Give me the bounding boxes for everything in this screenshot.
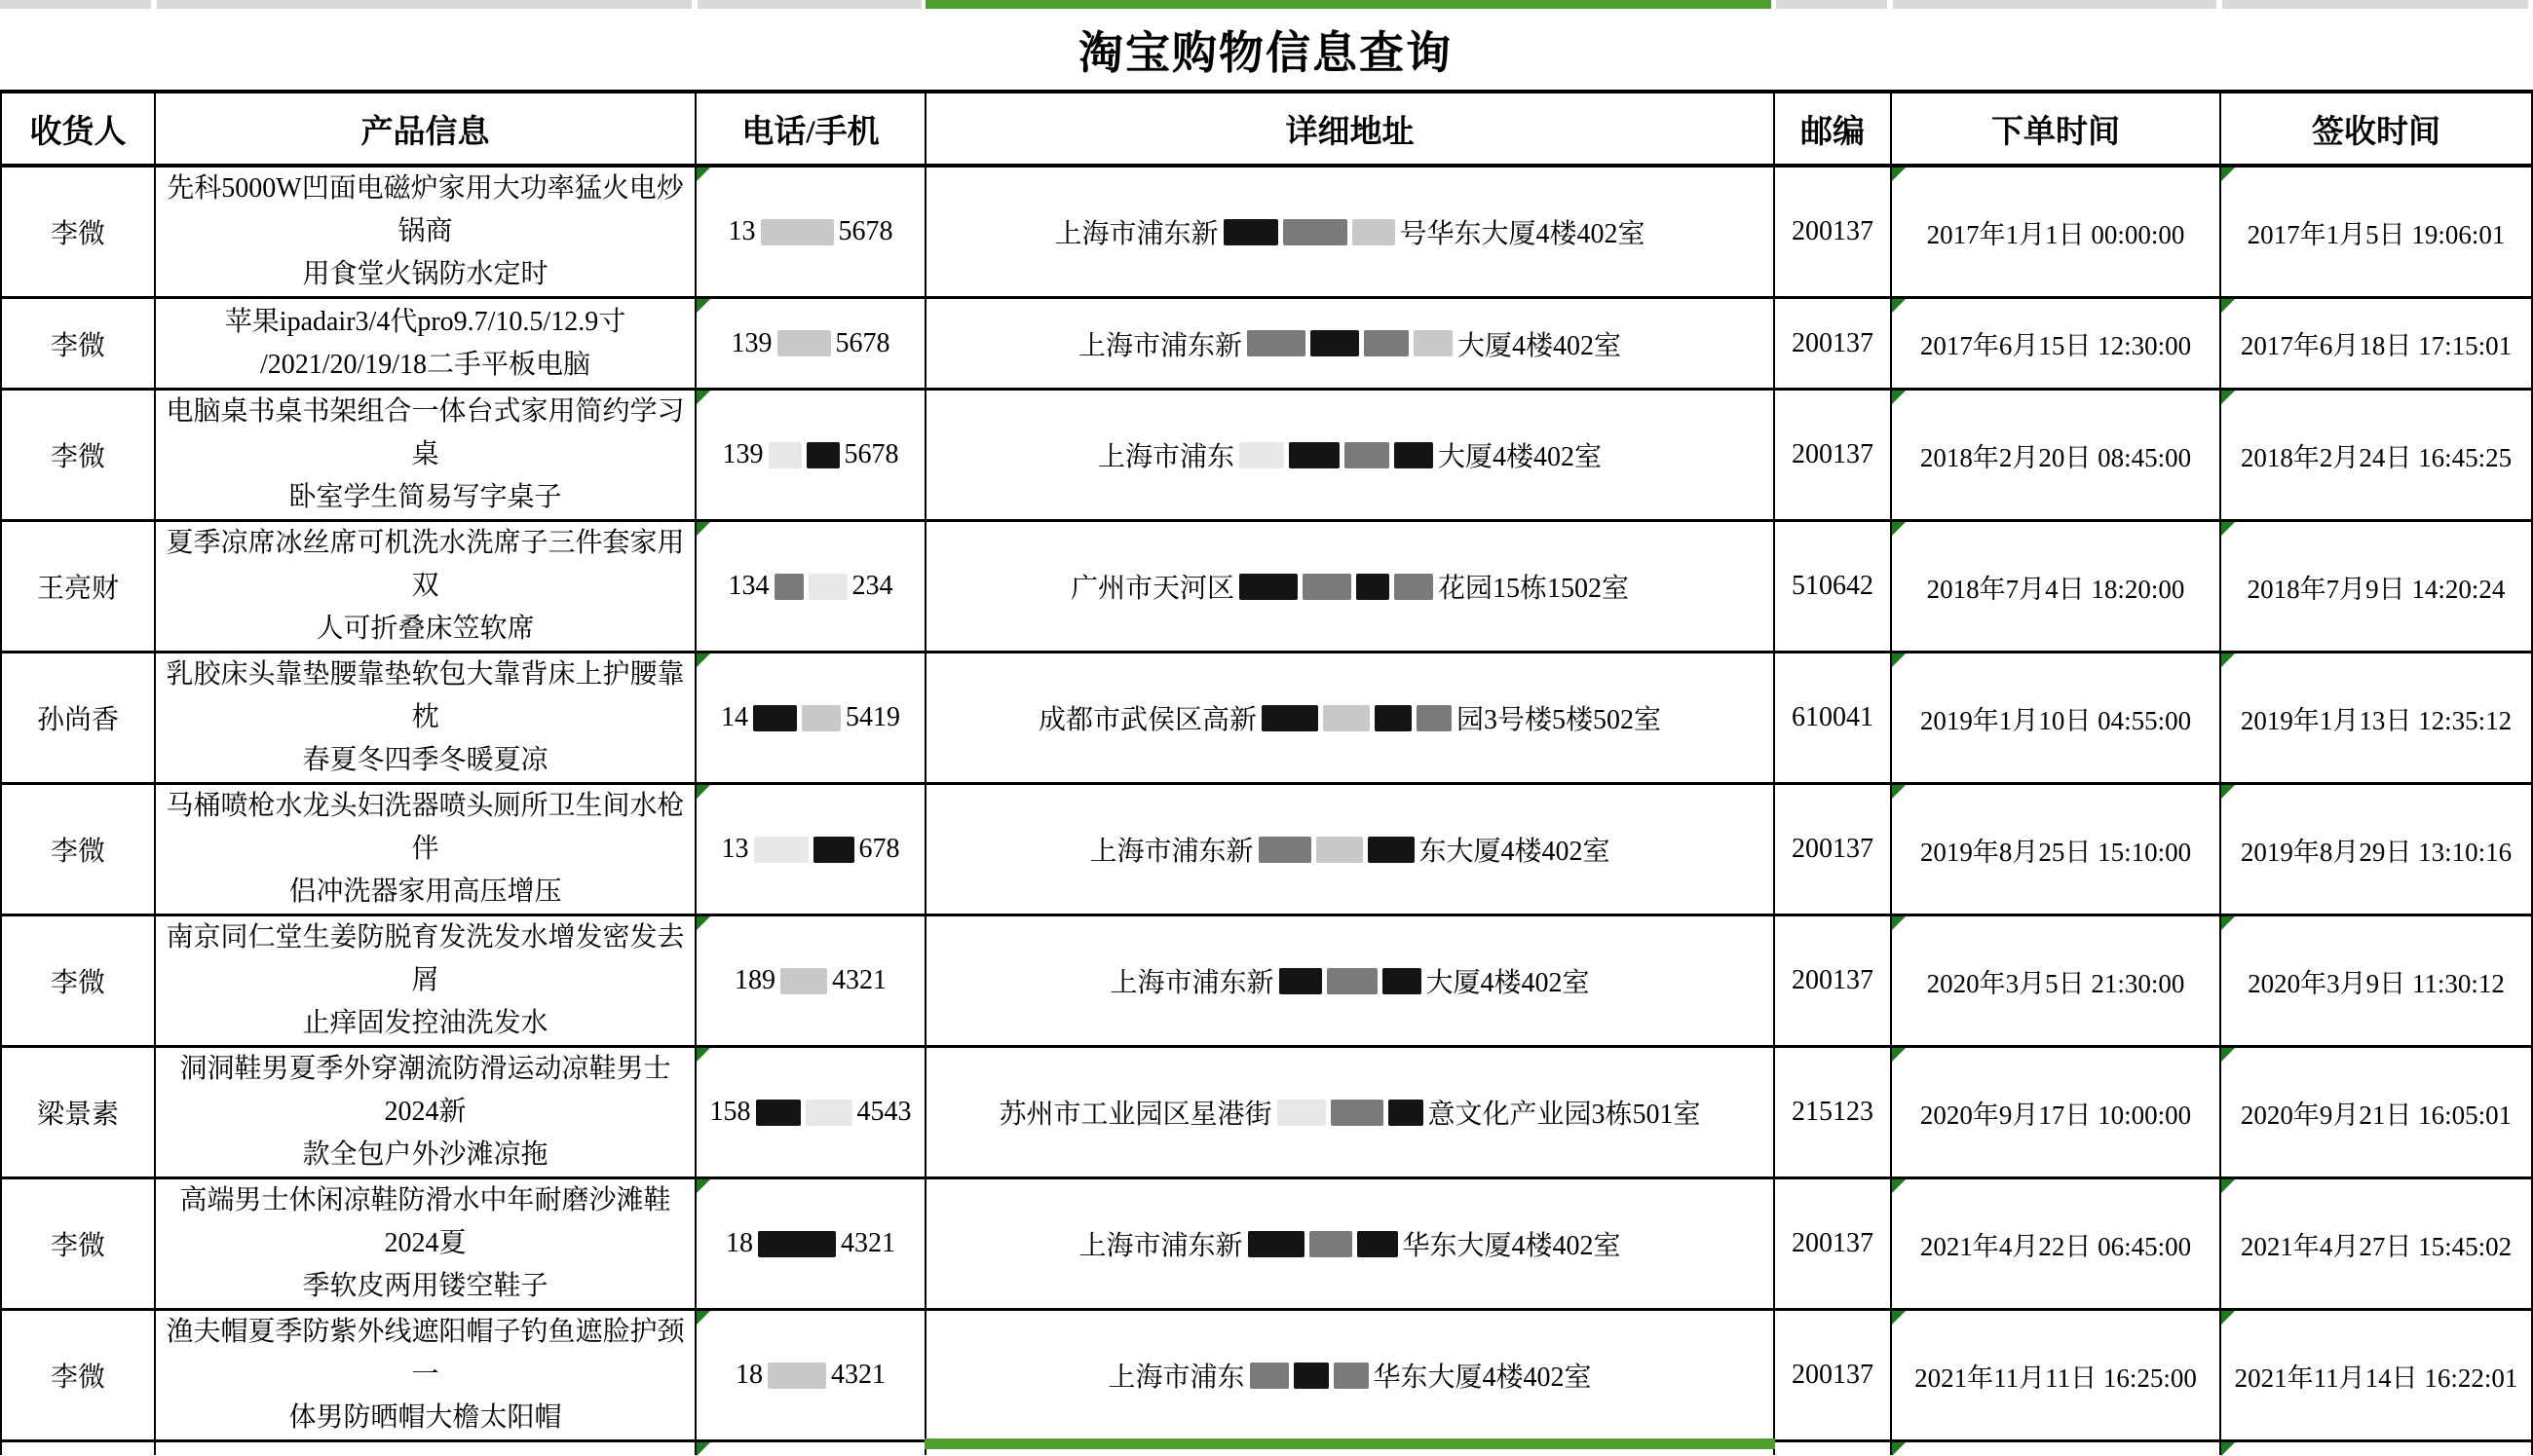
cell-recipient[interactable]: 李微: [1, 1310, 155, 1441]
redaction-blur: [1309, 1231, 1352, 1257]
cell-phone[interactable]: 134 234: [696, 521, 926, 653]
error-indicator-triangle: [2221, 916, 2235, 930]
strip-cell: [0, 0, 151, 9]
cell-product[interactable]: 夏季凉席冰丝席可机洗水洗席子三件套家用双 人可折叠床笠软席: [155, 521, 696, 653]
cell-phone[interactable]: 14 5419: [696, 653, 926, 784]
redaction-blur: [1364, 330, 1409, 356]
table-row: [1, 1310, 2532, 1441]
error-indicator-triangle: [1892, 1311, 1906, 1325]
table-row: [1, 915, 2532, 1047]
col-header-product[interactable]: 产品信息: [155, 92, 696, 166]
cell-recipient[interactable]: 李微: [1, 784, 155, 915]
error-indicator-triangle: [2221, 168, 2235, 181]
error-indicator-triangle: [2221, 522, 2235, 536]
redaction-blur: [813, 837, 854, 863]
strip-cell-selected-green: [926, 0, 1771, 9]
orders-table: [0, 90, 2533, 1455]
redaction-blur: [1250, 1363, 1289, 1389]
redaction-blur: [1316, 837, 1363, 863]
cell-order-time[interactable]: 2017年1月1日 00:00:00: [1891, 166, 2220, 298]
cell-recipient[interactable]: 王亮财: [1, 521, 155, 653]
cell-order-time[interactable]: 2019年8月25日 15:10:00: [1891, 784, 2220, 915]
redaction-blur: [1357, 1231, 1398, 1257]
redaction-blur: [1323, 705, 1370, 731]
error-indicator-triangle: [1892, 1179, 1906, 1193]
cell-postal[interactable]: 200137: [1774, 298, 1891, 390]
cell-recipient[interactable]: 李微: [1, 915, 155, 1047]
redaction-blur: [1382, 968, 1421, 994]
cell-recipient[interactable]: 李微: [1, 298, 155, 390]
cell-phone[interactable]: 139 5678: [696, 298, 926, 390]
cell-postal[interactable]: 200137: [1774, 390, 1891, 521]
cell-sign-time[interactable]: 2020年9月21日 16:05:01: [2220, 1047, 2532, 1178]
error-indicator-triangle: [1892, 168, 1906, 181]
page-title: 淘宝购物信息查询: [1078, 27, 1453, 78]
error-indicator-triangle: [2221, 1048, 2235, 1062]
cell-address[interactable]: [926, 1441, 1774, 1456]
table-row: [1, 521, 2532, 653]
cell-order-time[interactable]: 2020年3月5日 21:30:00: [1891, 915, 2220, 1047]
cell-address[interactable]: 上海市浦东 华东大厦4楼402室: [926, 1310, 1774, 1441]
strip-cell: [157, 0, 692, 9]
redaction-blur: [775, 574, 804, 600]
redaction-blur: [777, 330, 831, 356]
col-header-address[interactable]: 详细地址: [926, 92, 1774, 166]
redaction-blur: [1331, 1100, 1383, 1126]
redaction-blur: [1394, 442, 1433, 468]
col-header-postal[interactable]: 邮编: [1774, 92, 1891, 166]
cell-postal[interactable]: 200137: [1774, 166, 1891, 298]
cell-product[interactable]: 马桶喷枪水龙头妇洗器喷头厕所卫生间水枪伴 侣冲洗器家用高压增压: [155, 784, 696, 915]
error-indicator-triangle: [2221, 1442, 2235, 1456]
cell-order-time[interactable]: 2018年2月20日 08:45:00: [1891, 390, 2220, 521]
error-indicator-triangle: [697, 1311, 710, 1325]
cell-product[interactable]: [155, 1441, 696, 1456]
cell-phone[interactable]: [696, 1441, 926, 1456]
redaction-blur: [809, 574, 848, 600]
table-row: [1, 653, 2532, 784]
cell-product[interactable]: 乳胶床头靠垫腰靠垫软包大靠背床上护腰靠枕 春夏冬四季冬暖夏凉: [155, 653, 696, 784]
cell-postal[interactable]: 510642: [1774, 521, 1891, 653]
error-indicator-triangle: [697, 916, 710, 930]
cell-address[interactable]: 上海市浦东新 大厦4楼402室: [926, 915, 1774, 1047]
table-row: [1, 1178, 2532, 1310]
cell-recipient[interactable]: 李微: [1, 390, 155, 521]
redaction-blur: [1277, 1100, 1326, 1126]
redaction-blur: [1283, 219, 1347, 245]
cell-sign-time[interactable]: 2018年7月9日 14:20:24: [2220, 521, 2532, 653]
cell-sign-time[interactable]: 2017年6月18日 17:15:01: [2220, 298, 2532, 390]
redaction-blur: [1417, 705, 1452, 731]
cell-postal[interactable]: 200137: [1774, 915, 1891, 1047]
cell-product[interactable]: 先科5000W凹面电磁炉家用大功率猛火电炒锅商 用食堂火锅防水定时: [155, 166, 696, 298]
error-indicator-triangle: [697, 1442, 710, 1456]
cell-sign-time[interactable]: 2021年11月14日 16:22:01: [2220, 1310, 2532, 1441]
cell-phone[interactable]: 13 5678: [696, 166, 926, 298]
table-row: [1, 1047, 2532, 1178]
strip-cell: [698, 0, 922, 9]
cell-order-time[interactable]: 2019年1月10日 04:55:00: [1891, 653, 2220, 784]
redaction-blur: [1368, 837, 1415, 863]
redaction-blur: [1334, 1363, 1369, 1389]
redaction-blur: [1239, 574, 1298, 600]
redaction-blur: [1352, 219, 1395, 245]
redaction-blur: [1394, 574, 1433, 600]
cell-recipient[interactable]: 梁景素: [1, 1047, 155, 1178]
redaction-blur: [1224, 219, 1278, 245]
redaction-blur: [1310, 330, 1359, 356]
cell-postal[interactable]: 215123: [1774, 1047, 1891, 1178]
error-indicator-triangle: [697, 653, 710, 667]
error-indicator-triangle: [2221, 653, 2235, 667]
cell-order-time[interactable]: 2017年6月15日 12:30:00: [1891, 298, 2220, 390]
error-indicator-triangle: [697, 299, 710, 313]
cell-order-time[interactable]: [1891, 1441, 2220, 1456]
header-row: [1, 92, 2532, 166]
cell-address[interactable]: 成都市武侯区高新 园3号楼5楼502室: [926, 653, 1774, 784]
cell-address[interactable]: 上海市浦东 大厦4楼402室: [926, 390, 1774, 521]
redaction-blur: [1344, 442, 1389, 468]
col-header-sign-time[interactable]: 签收时间: [2220, 92, 2532, 166]
cell-order-time[interactable]: 2018年7月4日 18:20:00: [1891, 521, 2220, 653]
redaction-blur: [1303, 574, 1351, 600]
cell-product[interactable]: 渔夫帽夏季防紫外线遮阳帽子钓鱼遮脸护颈一 体男防晒帽大檐太阳帽: [155, 1310, 696, 1441]
error-indicator-triangle: [2221, 299, 2235, 313]
cell-postal[interactable]: 200137: [1774, 1310, 1891, 1441]
cell-sign-time[interactable]: 2018年2月24日 16:45:25: [2220, 390, 2532, 521]
cell-postal[interactable]: 610041: [1774, 653, 1891, 784]
cell-address[interactable]: 广州市天河区 花园15栋1502室: [926, 521, 1774, 653]
error-indicator-triangle: [1892, 653, 1906, 667]
redaction-blur: [1279, 968, 1322, 994]
table-row: [1, 166, 2532, 298]
cell-sign-time[interactable]: 2017年1月5日 19:06:01: [2220, 166, 2532, 298]
cell-postal[interactable]: [1774, 1441, 1891, 1456]
redaction-blur: [1262, 705, 1318, 731]
error-indicator-triangle: [1892, 299, 1906, 313]
cell-recipient[interactable]: [1, 1441, 155, 1456]
cell-product[interactable]: 高端男士休闲凉鞋防滑水中年耐磨沙滩鞋2024夏 季软皮两用镂空鞋子: [155, 1178, 696, 1310]
redaction-blur: [806, 1100, 852, 1126]
cell-phone[interactable]: 139 5678: [696, 390, 926, 521]
redaction-blur: [1414, 330, 1453, 356]
cell-phone[interactable]: 18 4321: [696, 1310, 926, 1441]
cell-phone[interactable]: 158 4543: [696, 1047, 926, 1178]
cell-address[interactable]: 苏州市工业园区星港街 意文化产业园3栋501室: [926, 1047, 1774, 1178]
error-indicator-triangle: [1892, 1048, 1906, 1062]
table-row: [1, 390, 2532, 521]
redaction-blur: [1294, 1363, 1329, 1389]
error-indicator-triangle: [2221, 785, 2235, 799]
redaction-blur: [1247, 330, 1305, 356]
col-header-recipient[interactable]: 收货人: [1, 92, 155, 166]
error-indicator-triangle: [1892, 391, 1906, 404]
cell-phone[interactable]: 189 4321: [696, 915, 926, 1047]
cell-sign-time[interactable]: 2019年1月13日 12:35:12: [2220, 653, 2532, 784]
col-header-order-time[interactable]: 下单时间: [1891, 92, 2220, 166]
redaction-blur: [1375, 705, 1412, 731]
strip-cell: [1776, 0, 1887, 9]
cell-address[interactable]: 上海市浦东新 号华东大厦4楼402室: [926, 166, 1774, 298]
redaction-blur: [769, 442, 802, 468]
error-indicator-triangle: [1892, 522, 1906, 536]
redaction-blur: [1356, 574, 1389, 600]
cell-sign-time[interactable]: 2021年4月27日 15:45:02: [2220, 1178, 2532, 1310]
redaction-blur: [1248, 1231, 1304, 1257]
redaction-blur: [802, 705, 841, 731]
redaction-blur: [753, 705, 797, 731]
top-cutoff-row-strip: [0, 0, 2531, 9]
redaction-blur: [1327, 968, 1378, 994]
col-header-phone[interactable]: 电话/手机: [696, 92, 926, 166]
error-indicator-triangle: [697, 522, 710, 536]
cell-address[interactable]: 上海市浦东新 东大厦4楼402室: [926, 784, 1774, 915]
cell-phone[interactable]: 13 678: [696, 784, 926, 915]
cell-recipient[interactable]: 孙尚香: [1, 653, 155, 784]
cell-phone[interactable]: 18 4321: [696, 1178, 926, 1310]
redaction-blur: [758, 1231, 836, 1257]
cell-order-time[interactable]: 2020年9月17日 10:00:00: [1891, 1047, 2220, 1178]
error-indicator-triangle: [2221, 1311, 2235, 1325]
table-row-partial: [1, 1441, 2532, 1456]
redaction-blur: [768, 1363, 826, 1389]
cell-product[interactable]: 苹果ipadair3/4代pro9.7/10.5/12.9寸 /2021/20/19/18二手平板电脑: [155, 298, 696, 390]
cell-sign-time[interactable]: [2220, 1441, 2532, 1456]
title-area: [0, 9, 2531, 90]
error-indicator-triangle: [697, 1048, 710, 1062]
redaction-blur: [807, 442, 840, 468]
strip-cell: [2222, 0, 2528, 9]
table-row: [1, 298, 2532, 390]
error-indicator-triangle: [697, 1179, 710, 1193]
redaction-blur: [754, 837, 809, 863]
error-indicator-triangle: [1892, 1442, 1906, 1456]
cell-product[interactable]: 电脑桌书桌书架组合一体台式家用简约学习桌 卧室学生简易写字桌子: [155, 390, 696, 521]
cell-sign-time[interactable]: 2019年8月29日 13:10:16: [2220, 784, 2532, 915]
error-indicator-triangle: [697, 168, 710, 181]
redaction-blur: [1289, 442, 1340, 468]
error-indicator-triangle: [697, 785, 710, 799]
redaction-blur: [1259, 837, 1311, 863]
cell-order-time[interactable]: 2021年11月11日 16:25:00: [1891, 1310, 2220, 1441]
error-indicator-triangle: [2221, 391, 2235, 404]
cell-product[interactable]: 洞洞鞋男夏季外穿潮流防滑运动凉鞋男士2024新 款全包户外沙滩凉拖: [155, 1047, 696, 1178]
error-indicator-triangle: [1892, 785, 1906, 799]
redaction-blur: [1388, 1100, 1423, 1126]
selection-border-segment: [925, 1438, 1775, 1449]
cell-recipient[interactable]: 李微: [1, 166, 155, 298]
redaction-blur: [761, 219, 834, 245]
cell-recipient[interactable]: 李微: [1, 1178, 155, 1310]
cell-postal[interactable]: 200137: [1774, 1178, 1891, 1310]
redaction-blur: [1239, 442, 1284, 468]
cell-order-time[interactable]: 2021年4月22日 06:45:00: [1891, 1178, 2220, 1310]
redaction-blur: [780, 968, 827, 994]
strip-cell: [1893, 0, 2216, 9]
error-indicator-triangle: [2221, 1179, 2235, 1193]
cell-address[interactable]: 上海市浦东新 大厦4楼402室: [926, 298, 1774, 390]
cell-sign-time[interactable]: 2020年3月9日 11:30:12: [2220, 915, 2532, 1047]
cell-address[interactable]: 上海市浦东新 华东大厦4楼402室: [926, 1178, 1774, 1310]
cell-postal[interactable]: 200137: [1774, 784, 1891, 915]
redaction-blur: [756, 1100, 801, 1126]
table-row: [1, 784, 2532, 915]
cell-product[interactable]: 南京同仁堂生姜防脱育发洗发水增发密发去屑 止痒固发控油洗发水: [155, 915, 696, 1047]
error-indicator-triangle: [1892, 916, 1906, 930]
error-indicator-triangle: [697, 391, 710, 404]
